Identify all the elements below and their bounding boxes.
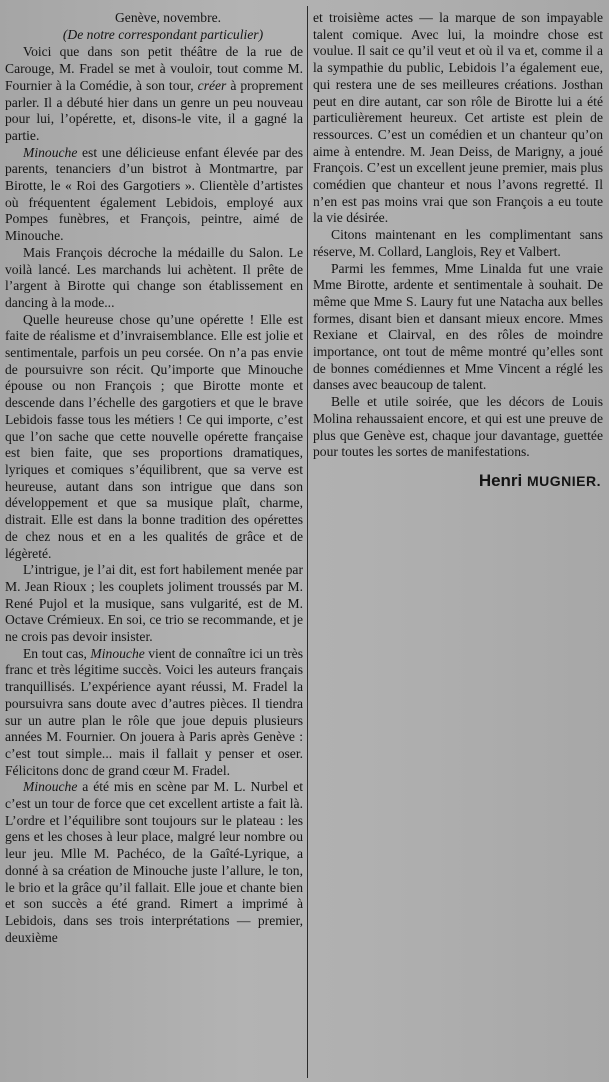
article-paragraph xyxy=(5,145,303,245)
italic-title-text: créer xyxy=(197,77,227,93)
paragraph-text: Quelle heureuse chose qu’une opérette ! Elle est faite de réalisme et d’invraisemblance. Elle est jolie et sentimentale, parfois un peu corsée. On n’a pas envie de poursuivre son récit. Qu’importe que Minouche épouse ou non François ; que Birotte monte et descende dans l’échelle des gargotiers et que le brave Lebidois fasse tous les métiers ! Ce qui importe, c’est que l’on sache que cette nouvelle opérette française est bien faite, que ses proportions dramatiques, lyriques et comiques s’équilibrent, que sa verve est heureuse, autant dans son intrigue que dans son développement et que sa musique plaît, charme, distrait. Elle est dans la bonne tradition des opérettes de chez nous et en a les qualités de grâce et de légèreté. xyxy=(5,311,303,561)
paragraph-text: Citons maintenant en les complimentant sans réserve, M. Collard, Langlois, Rey et Valbert. xyxy=(313,227,603,259)
article-paragraph xyxy=(5,312,303,563)
article-paragraph xyxy=(5,562,303,646)
column-divider xyxy=(307,6,308,1078)
article-paragraph xyxy=(5,779,303,946)
article-paragraph xyxy=(313,10,603,227)
article-paragraph xyxy=(5,646,303,780)
paragraph-text: et troisième actes — la marque de son impayable talent comique. Avec lui, la moindre chose est voulue. Il sait ce qu’il veut et où il va et, comme il a la sympathie du public, Lebidois l’a également eue, qui restera une de ses meilleures créations. Josthan peut en dire autant, car son rôle de Birotte lui a été particulièrement heureux. Cet artiste est plein de ressources. C’est un comédien et un chanteur qu’on aime à entendre. M. Jean Deiss, de Marigny, a joué François. C’est un excellent jeune premier, mais plus comédien que chanteur et nous l’avons regretté. Il n’en est pas moins vrai que son François a eu toute la vie désirée. xyxy=(313,10,603,226)
signature-last-name: MUGNIER. xyxy=(527,472,601,489)
paragraph-text: Mais François décroche la médaille du Salon. Le voilà lancé. Les marchands lui achètent. Il prête de l’argent à Birotte qui change son établissement en dancing à la mode... xyxy=(5,244,303,310)
paragraph-text: a été mis en scène par M. L. Nurbel et c’est un tour de force que cet excellent artiste a fait là. L’ordre et l’équilibre sont toujours sur le plateau : les gens et les choses à leur place, malgré leur nombre ou leur jeu. Mlle M. Pachéco, de la Gaîté-Lyrique, a donné à sa création de Minouche juste l’allure, le ton, le brio et la grâce qu’il fallait. Elle joue et chante bien et son succès a été grand. Rimert a imprimé à Lebidois, dans ses trois interprétations — premier, deuxième xyxy=(5,779,303,945)
article-paragraph xyxy=(5,44,303,144)
article-paragraph xyxy=(313,261,603,395)
signature-first-name: Henri xyxy=(478,470,527,490)
paragraph-text: vient de connaître ici un très franc et très légitime succès. Voici les auteurs français tranquillisés. L’expérience ayant réussi, M. Fradel la poursuivra sans doute avec d’autres pièces. Il tiendra sur un autre plan le rôle que joue depuis plusieurs années M. Fournier. On jouera à Paris après Genève : c’est tout simple... mais il fallait y penser et oser. Félicitons donc de grand cœur M. Fradel. xyxy=(5,645,303,778)
paragraph-text: est une délicieuse enfant élevée par des parents, tenanciers d’un bistrot à Montmartre, par Birotte, le « Roi des Gargotiers ». Clientèle d’artistes où fréquentent également Lebidois, employé aux Pompes funèbres, et François, peintre, aimé de Minouche. xyxy=(5,144,303,244)
paragraph-text: L’intrigue, je l’ai dit, est fort habilement menée par M. Jean Rioux ; les couplets joliment troussés par M. René Pujol et la musique, sans vulgarité, est de M. Octave Crémieux. En soi, ce trio se recommande, et je ne crois pas devoir insister. xyxy=(5,562,303,645)
right-column xyxy=(313,10,603,490)
article-paragraph xyxy=(313,227,603,260)
paragraph-text: à proprement parler. Il a débuté hier dans un genre un peu nouveau pour lui, l’opérette, et, disons-le vite, il a gagné la partie. xyxy=(5,77,303,143)
dateline: Genève, novembre. xyxy=(114,10,222,25)
paragraph-text: Parmi les femmes, Mme Linalda fut une vraie Mme Birotte, ardente et sentimentale à souhait. De même que Mme S. Laury fut une Natacha aux belles formes, disant bien et dansant mieux encore. Mmes Rexiane et Clairval, en des rôles de moindre importance, ont tout de même montré qu’elles sont de bonnes comédiennes et Mme Vincent a réglé les danses avec beaucoup de talent. xyxy=(313,260,603,393)
paragraph-text: Voici que dans son petit théâtre de la rue de Carouge, M. Fradel se met à vouloir, tout comme M. Fournier à la Comédie, à son tour, xyxy=(5,44,303,93)
italic-title-text: Minouche xyxy=(23,779,78,795)
paragraph-text: Belle et utile soirée, que les décors de Louis Molina rehaussaient encore, et qui est une preuve de plus que Genève est, chaque jour davantage, guettée pour toutes les sortes de manifestations. xyxy=(313,394,603,460)
italic-title-text: Minouche xyxy=(90,645,145,661)
article-paragraph xyxy=(5,245,303,312)
left-column xyxy=(5,10,303,946)
left-column-paragraphs xyxy=(5,44,303,946)
byline: (De notre correspondant particulier) xyxy=(62,26,264,42)
article-paragraph xyxy=(313,394,603,461)
right-column-paragraphs xyxy=(313,10,603,461)
paragraph-text: En tout cas, xyxy=(23,645,91,661)
author-signature xyxy=(313,470,603,490)
italic-title-text: Minouche xyxy=(23,144,78,160)
